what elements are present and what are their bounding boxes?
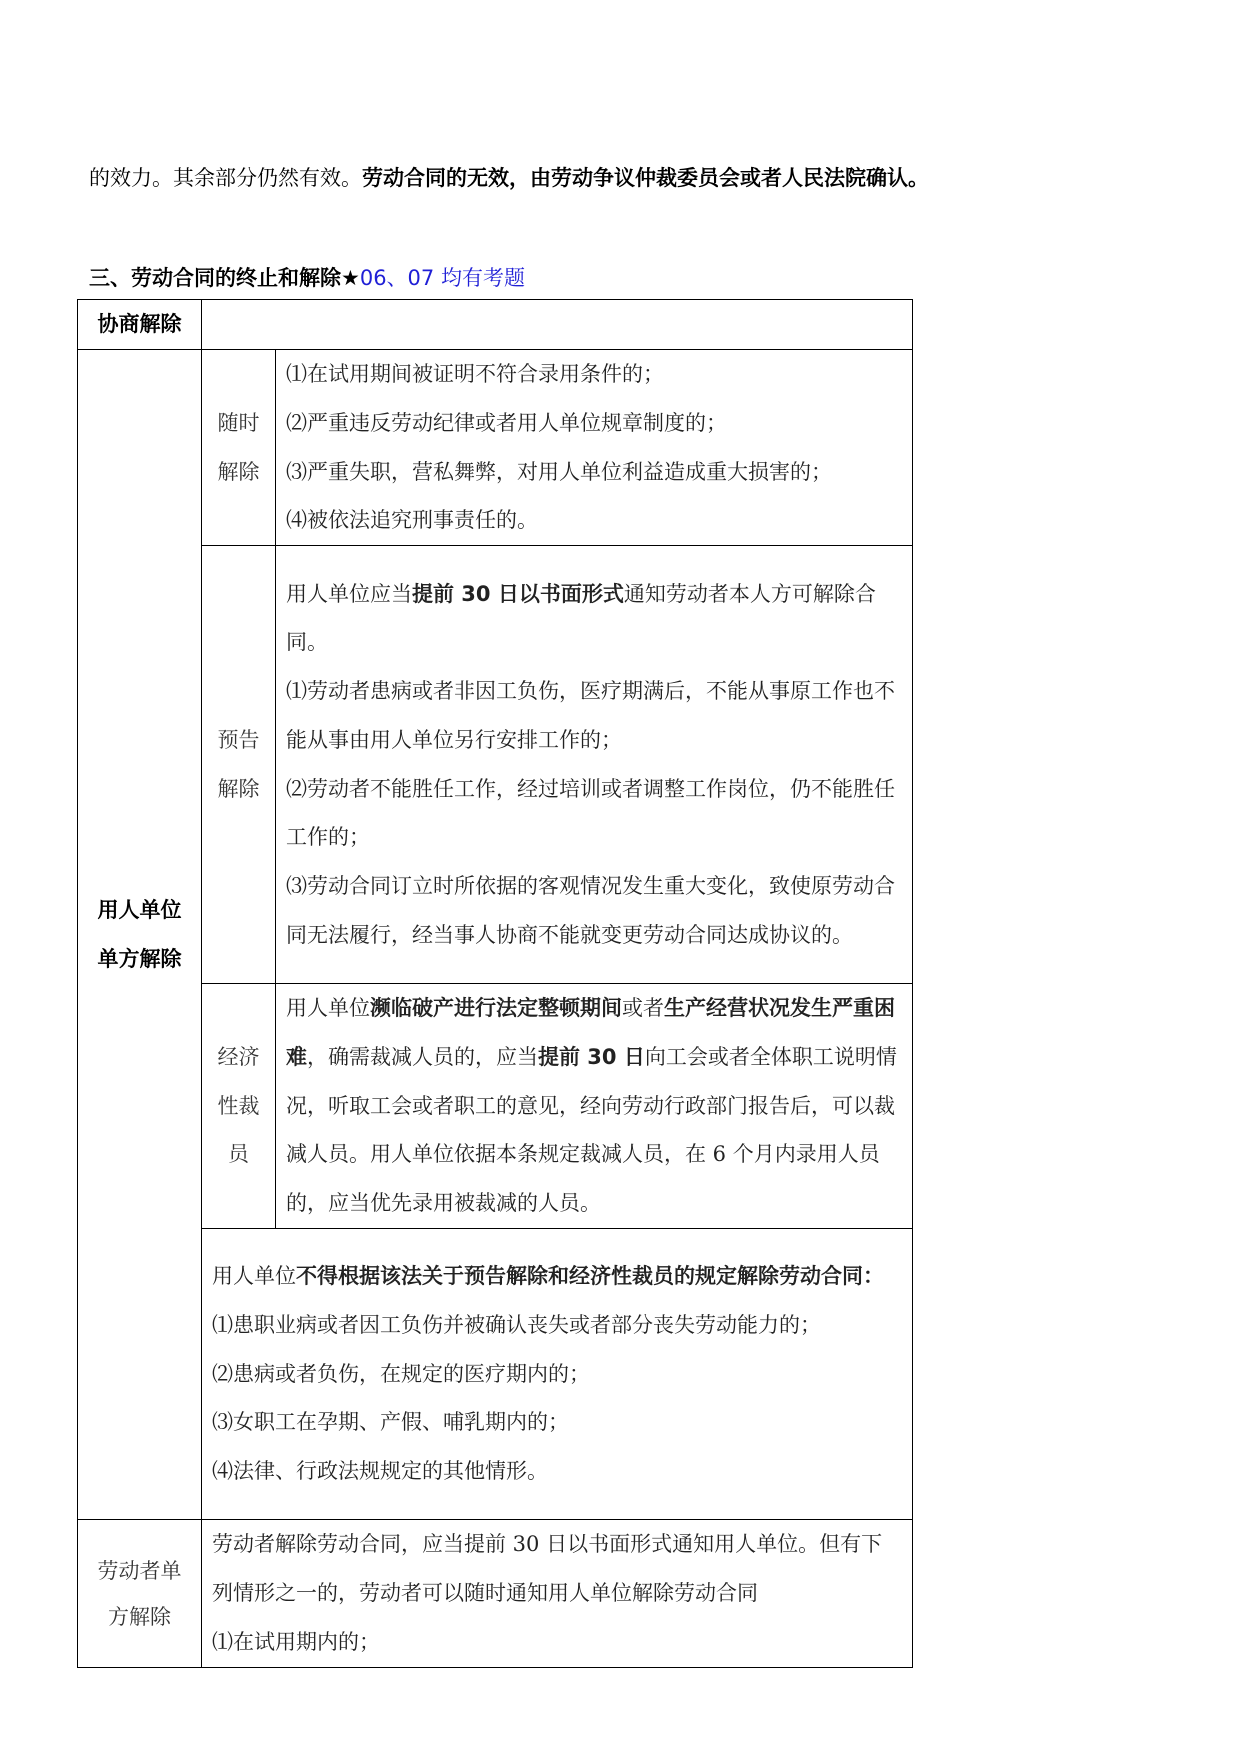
worker-label: 劳动者单方解除 xyxy=(78,1520,202,1668)
negotiate-content xyxy=(202,300,913,350)
list-item: ⑷法律、行政法规规定的其他情形。 xyxy=(212,1459,548,1484)
intro-paragraph xyxy=(89,162,1169,194)
section-heading xyxy=(89,262,525,294)
anytime-label: 随时解除 xyxy=(202,350,276,546)
worker-intro: 劳动者解除劳动合同，应当提前 30 日以书面形式通知用人单位。但有下列情形之一的，劳动者可以随时通知用人单位解除劳动合同 xyxy=(212,1532,883,1606)
list-item: ⑷被依法追究刑事责任的。 xyxy=(286,508,538,533)
termination-table xyxy=(77,299,913,1668)
negotiate-label: 协商解除 xyxy=(78,300,202,350)
prohibited-content xyxy=(202,1229,913,1520)
list-item: ⑶女职工在孕期、产假、哺乳期内的； xyxy=(212,1410,569,1435)
worker-content xyxy=(202,1520,913,1668)
list-item: ⑶劳动合同订立时所依据的客观情况发生重大变化，致使原劳动合同无法履行，经当事人协商不能就变更劳动合同达成协议的。 xyxy=(286,873,895,947)
list-item: ⑴劳动者患病或者非因工负伤，医疗期满后，不能从事原工作也不能从事由用人单位另行安排工作的； xyxy=(286,679,895,752)
table-row xyxy=(78,984,913,1229)
intro-normal-text: 的效力。其余部分仍然有效。 xyxy=(89,166,362,190)
list-item: ⑵患病或者负伤，在规定的医疗期内的； xyxy=(212,1361,590,1386)
notice-intro: 用人单位应当提前 30 日以书面形式通知劳动者本人方可解除合同。 xyxy=(286,581,876,655)
table-row xyxy=(78,300,913,350)
heading-text: 三、劳动合同的终止和解除★ xyxy=(89,266,360,290)
table-row xyxy=(78,350,913,546)
anytime-content xyxy=(276,350,913,546)
heading-exam-note: 06、07 均有考题 xyxy=(359,266,525,290)
list-item: ⑵严重违反劳动纪律或者用人单位规章制度的； xyxy=(286,410,727,435)
list-item: ⑴患职业病或者因工负伤并被确认丧失或者部分丧失劳动能力的； xyxy=(212,1312,821,1337)
notice-label: 预告解除 xyxy=(202,546,276,984)
layoff-paragraph: 用人单位濒临破产进行法定整顿期间或者生产经营状况发生严重困难，确需裁减人员的，应当提前 30 日向工会或者全体职工说明情况，听取工会或者职工的意见，经向劳动行政部门报告后，可以裁减人员。用人单位依据本条规定裁减人员，在 6 个月内录用人员的，应当优先录用被裁减的人员。 xyxy=(286,996,897,1216)
intro-bold-text: 劳动合同的无效，由劳动争议仲裁委员会或者人民法院确认。 xyxy=(362,166,929,190)
table-row xyxy=(78,546,913,984)
table-row xyxy=(78,1520,913,1668)
list-item: ⑴在试用期间被证明不符合录用条件的； xyxy=(286,362,664,387)
list-item: ⑵劳动者不能胜任工作，经过培训或者调整工作岗位，仍不能胜任工作的； xyxy=(286,776,895,850)
notice-content xyxy=(276,546,913,984)
list-item: ⑴在试用期内的； xyxy=(212,1629,380,1654)
prohibited-intro: 用人单位不得根据该法关于预告解除和经济性裁员的规定解除劳动合同： xyxy=(212,1264,884,1289)
employer-label: 用人单位单方解除 xyxy=(78,350,202,1520)
list-item: ⑶严重失职，营私舞弊，对用人单位利益造成重大损害的； xyxy=(286,459,832,484)
layoff-content xyxy=(276,984,913,1229)
layoff-label: 经济性裁员 xyxy=(202,984,276,1229)
table-row xyxy=(78,1229,913,1520)
